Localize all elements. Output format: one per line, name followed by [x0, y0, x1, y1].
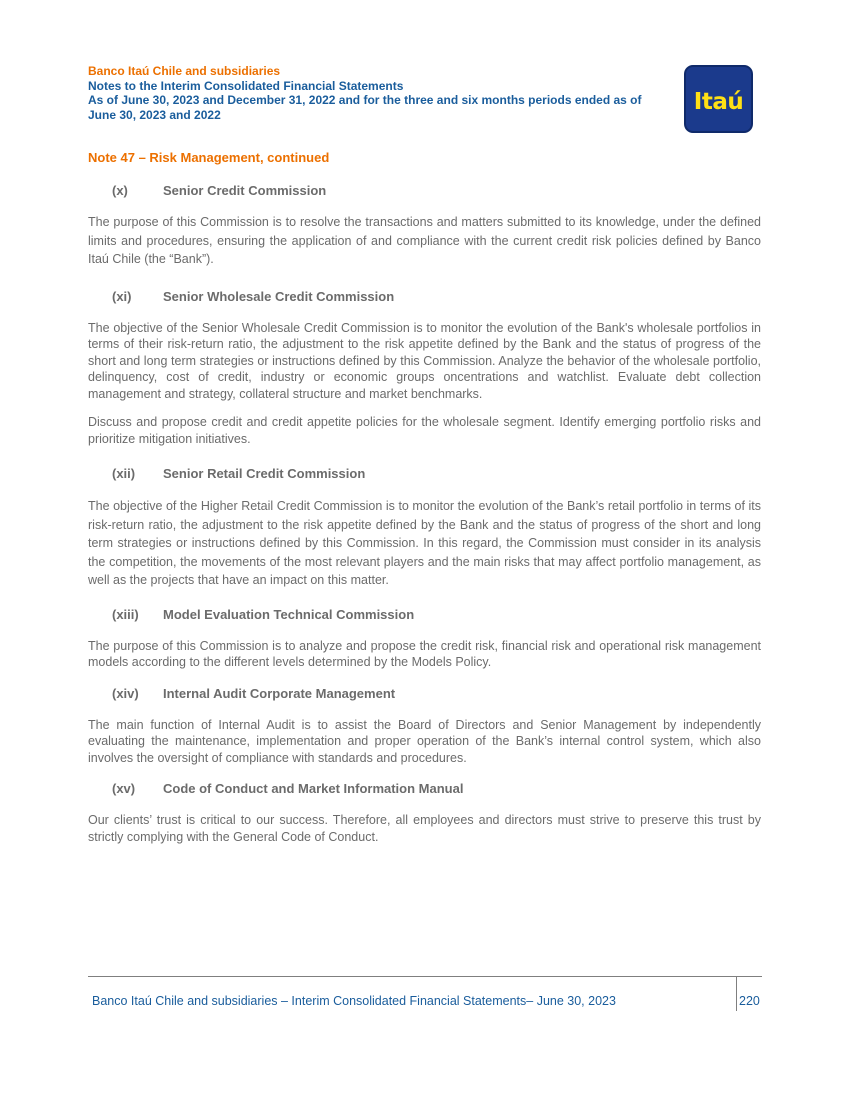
section-xiv — [88, 686, 761, 767]
section-number: (xii) — [112, 466, 136, 481]
section-heading — [112, 466, 761, 482]
page-number: 220 — [739, 994, 760, 1008]
itau-logo — [684, 65, 753, 133]
section-title: Senior Retail Credit Commission — [163, 466, 366, 481]
section-xi — [88, 289, 761, 448]
paragraph: The purpose of this Commission is to analyze and propose the credit risk, financial risk and operational risk management models according to the different levels determined by the Models Policy. — [88, 638, 761, 669]
header-company: Banco Itaú Chile and subsidiaries — [88, 64, 281, 78]
paragraph: Our clients’ trust is critical to our success. Therefore, all employees and directors must strive to preserve this trust by strictly complying with the General Code of Conduct. — [88, 813, 761, 844]
paragraph: The objective of the Higher Retail Credit Commission is to monitor the evolution of the Bank’s retail portfolio in terms of its risk-return ratio, the adjustment to the risk appetite defined by the Bank and the status of progress of the short and long term strategies or instructions defined by this Commission. In this regard, the Commission must consider in its analysis the competition, the movements of the most relevant players and the main risks that may affect portfolio management, as well as the projects that have an impact on this matter. — [88, 499, 761, 587]
section-number: (xv) — [112, 781, 136, 796]
section-number: (xiii) — [112, 606, 139, 622]
section-title: Senior Wholesale Credit Commission — [163, 288, 395, 304]
paragraph: The objective of the Senior Wholesale Credit Commission is to monitor the evolution of the Bank's wholesale portfolios in terms of their risk-return ratio, the adjustment to the risk appetite defined by the Bank and the status of progress of the short and long term strategies or instructions defined by this Commission. Analyze the behavior of the wholesale portfolio, delinquency, cost of credit, industry or economic groups oncentrations and watchlist. Evaluate debt collection management and strategy, collateral structure and market benchmarks. — [88, 320, 761, 401]
section-heading — [112, 781, 761, 797]
footer-separator — [736, 976, 737, 1011]
document-header — [88, 64, 678, 122]
section-number: (xi) — [112, 288, 132, 304]
section-heading — [112, 607, 761, 623]
paragraph: The purpose of this Commission is to resolve the transactions and matters submitted to its knowledge, under the defined limits and procedures, ensuring the application of and compliance with the current credit risk policies defined by Banco Itaú Chile (the “Bank”). — [88, 215, 761, 266]
section-heading — [112, 183, 761, 199]
section-x — [88, 183, 761, 269]
paragraph: Discuss and propose credit and credit appetite policies for the wholesale segment. Identify emerging portfolio risks and prioritize mitigation initiatives. — [88, 415, 761, 446]
paragraph: The main function of Internal Audit is to assist the Board of Directors and Senior Management by independently evaluating the maintenance, implementation and proper operation of the Bank’s internal control system, which also involves the oversight of compliance with standards and procedures. — [88, 717, 761, 765]
section-heading — [112, 686, 761, 702]
section-title: Senior Credit Commission — [163, 183, 327, 198]
footer-text: Banco Itaú Chile and subsidiaries – Interim Consolidated Financial Statements– June 30, 2023 — [92, 994, 616, 1008]
section-xii — [88, 466, 761, 590]
header-period-line1: As of June 30, 2023 and December 31, 2022 and for the three and six months periods ended as of — [88, 93, 642, 107]
page-content — [88, 150, 761, 845]
note-title: Note 47 – Risk Management, continued — [88, 150, 330, 165]
section-number: (xiv) — [112, 685, 139, 701]
section-heading — [112, 289, 761, 305]
section-xiii — [88, 607, 761, 671]
section-xv — [88, 781, 761, 845]
section-title: Internal Audit Corporate Management — [163, 685, 396, 701]
section-number: (x) — [112, 183, 128, 198]
footer-divider — [88, 976, 762, 977]
logo-text: Itaú — [693, 88, 744, 115]
header-doc-title: Notes to the Interim Consolidated Financial Statements — [88, 78, 404, 93]
header-period-line2: June 30, 2023 and 2022 — [88, 107, 221, 122]
section-title: Model Evaluation Technical Commission — [163, 606, 415, 622]
section-title: Code of Conduct and Market Information Manual — [163, 781, 464, 796]
